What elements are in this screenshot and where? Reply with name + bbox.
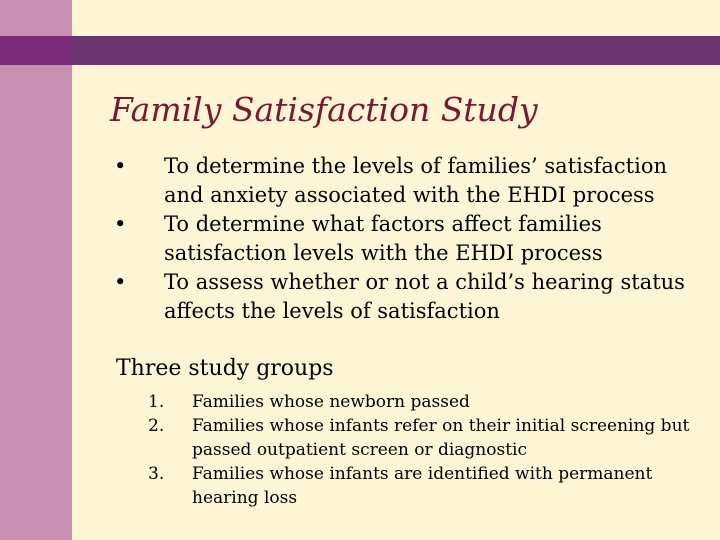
group-text: Families whose infants are identified with permanent hearing loss bbox=[192, 464, 653, 508]
groups-heading: Three study groups bbox=[116, 356, 334, 381]
group-text: Families whose infants refer on their initial screening but passed outpatient screen or diagnostic bbox=[192, 416, 690, 460]
list-item bbox=[110, 210, 700, 268]
study-groups-list bbox=[140, 390, 700, 510]
top-decorative-bar bbox=[0, 36, 720, 65]
left-decorative-bar bbox=[0, 0, 72, 540]
objectives-list bbox=[110, 152, 700, 326]
bullet-marker: • bbox=[114, 270, 127, 294]
list-number: 2. bbox=[148, 416, 165, 436]
list-item bbox=[140, 462, 700, 510]
bullet-text: To determine the levels of families’ satisfaction and anxiety associated with the EHDI process bbox=[164, 154, 668, 207]
bullet-text: To assess whether or not a child’s hearing status affects the levels of satisfaction bbox=[164, 270, 685, 323]
bullet-marker: • bbox=[114, 154, 127, 178]
bullet-marker: • bbox=[114, 212, 127, 236]
list-item bbox=[140, 390, 700, 414]
list-number: 3. bbox=[148, 464, 165, 484]
list-item bbox=[110, 268, 700, 326]
bullet-text: To determine what factors affect families satisfaction levels with the EHDI process bbox=[164, 212, 603, 265]
list-item bbox=[140, 414, 700, 462]
list-number: 1. bbox=[148, 392, 165, 412]
slide-title: Family Satisfaction Study bbox=[110, 90, 538, 129]
list-item bbox=[110, 152, 700, 210]
group-text: Families whose newborn passed bbox=[192, 392, 470, 412]
